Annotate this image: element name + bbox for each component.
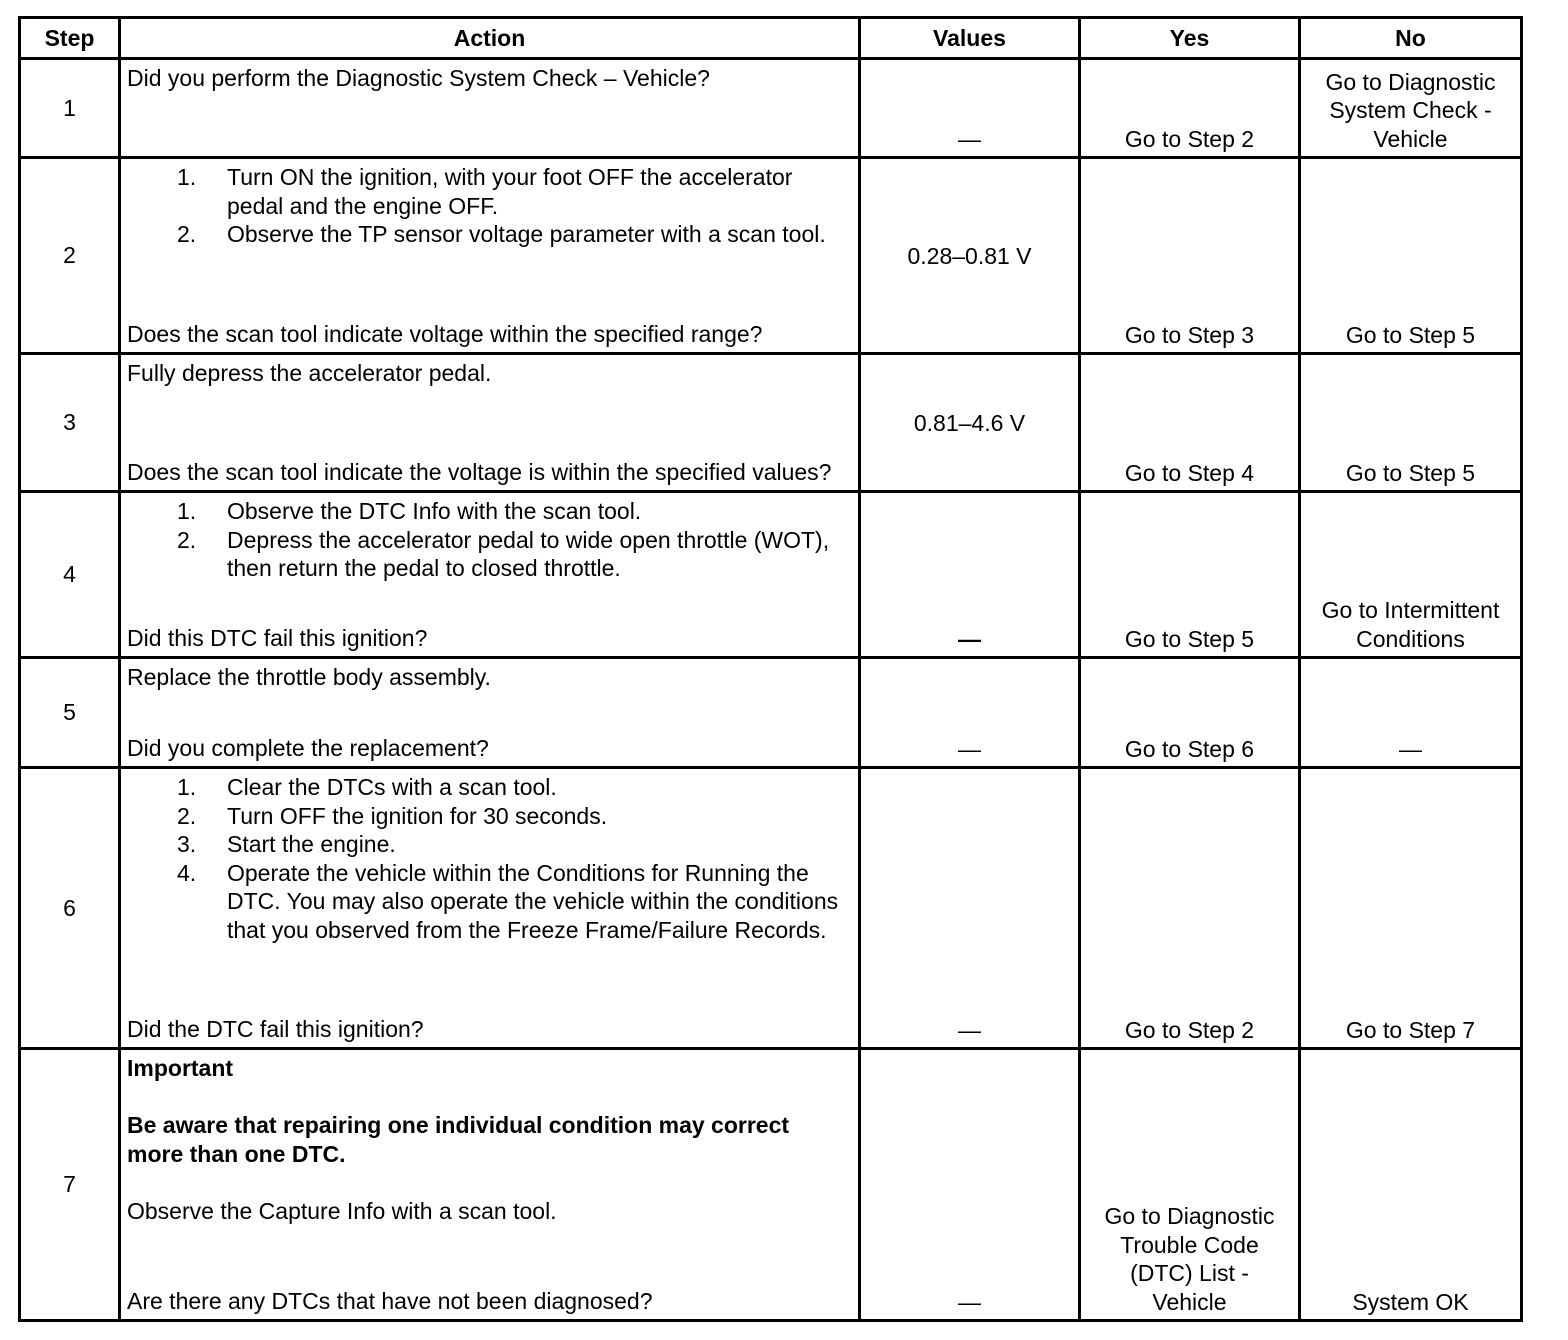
values-text: 0.28–0.81 V [907, 242, 1032, 269]
action-intro: Replace the throttle body assembly. [127, 664, 491, 690]
header-step: Step [20, 18, 120, 59]
action-cell [120, 492, 860, 658]
list-item: 1. Observe the DTC Info with the scan tool. [177, 498, 642, 524]
table-row-step-5 [20, 658, 1522, 768]
step-number: 6 [20, 768, 120, 1049]
values-text: — [958, 625, 981, 652]
values-text: — [958, 1016, 981, 1043]
list-item: 3. Start the engine. [177, 831, 396, 857]
yes-text: Go to Step 3 [1124, 321, 1255, 348]
table-row-step-1 [20, 59, 1522, 158]
header-action: Action [120, 18, 860, 59]
no-cell [1300, 658, 1522, 768]
no-text: System OK [1352, 1288, 1469, 1315]
no-cell [1300, 1049, 1522, 1321]
values-text: — [958, 1288, 981, 1315]
diagnostic-table [18, 16, 1523, 1322]
action-question: Does the scan tool indicate the voltage is within the specified values? [127, 458, 832, 485]
action-steps-list [127, 773, 850, 944]
list-item: 4. Operate the vehicle within the Conditions for Running the DTC. You may also operate the vehicle within the conditions that you observed from the Freeze Frame/Failure Records. [177, 859, 839, 943]
values-text: 0.81–4.6 V [913, 409, 1026, 436]
list-item: 1. Turn ON the ignition, with your foot OFF the accelerator pedal and the engine OFF. [177, 164, 793, 219]
values-cell [860, 158, 1080, 354]
yes-cell [1080, 492, 1300, 658]
table-row-step-2 [20, 158, 1522, 354]
action-cell [120, 158, 860, 354]
no-text: Go to Intermittent Conditions [1321, 597, 1500, 652]
action-question: Does the scan tool indicate voltage within the specified range? [127, 320, 763, 347]
values-text: — [958, 735, 981, 762]
step-number: 1 [20, 59, 120, 158]
action-cell [120, 354, 860, 492]
yes-text: Go to Step 6 [1124, 735, 1255, 762]
action-cell [120, 768, 860, 1049]
action-cell [120, 1049, 860, 1321]
list-item: 2. Turn OFF the ignition for 30 seconds. [177, 802, 608, 829]
no-cell [1300, 158, 1522, 354]
list-item: 2. Depress the accelerator pedal to wide open throttle (WOT), then return the pedal to closed throttle. [177, 526, 830, 581]
table-row-step-6 [20, 768, 1522, 1049]
no-text: Go to Step 5 [1345, 321, 1476, 348]
yes-text: Go to Step 4 [1124, 459, 1255, 486]
values-cell [860, 354, 1080, 492]
no-cell [1300, 492, 1522, 658]
list-item: 2. Observe the TP sensor voltage parameter with a scan tool. [177, 221, 826, 247]
action-question: Are there any DTCs that have not been diagnosed? [127, 1287, 653, 1314]
no-text: Go to Step 7 [1345, 1016, 1476, 1043]
yes-text: Go to Step 2 [1124, 125, 1255, 152]
yes-cell [1080, 658, 1300, 768]
header-values: Values [860, 18, 1080, 59]
yes-text: Go to Diagnostic Trouble Code (DTC) List - Vehicle [1104, 1203, 1275, 1315]
yes-cell [1080, 59, 1300, 158]
list-item: 1. Clear the DTCs with a scan tool. [177, 774, 557, 800]
step-number: 7 [20, 1049, 120, 1321]
header-row [20, 18, 1522, 59]
action-intro: Fully depress the accelerator pedal. [127, 360, 492, 386]
action-cell [120, 658, 860, 768]
action-steps-list [127, 497, 850, 583]
values-cell [860, 59, 1080, 158]
action-question: Did you perform the Diagnostic System Check – Vehicle? [127, 65, 710, 91]
action-question: Did you complete the replacement? [127, 734, 489, 761]
yes-cell [1080, 1049, 1300, 1321]
action-steps-list [127, 163, 850, 249]
yes-text: Go to Step 5 [1124, 625, 1255, 652]
step-number: 5 [20, 658, 120, 768]
step-number: 4 [20, 492, 120, 658]
yes-cell [1080, 354, 1300, 492]
step-number: 3 [20, 354, 120, 492]
action-question: Did this DTC fail this ignition? [127, 624, 428, 651]
no-cell [1300, 59, 1522, 158]
values-cell [860, 1049, 1080, 1321]
values-text: — [958, 125, 981, 152]
step-number: 2 [20, 158, 120, 354]
no-cell [1300, 768, 1522, 1049]
values-cell [860, 658, 1080, 768]
table-row-step-4 [20, 492, 1522, 658]
no-cell [1300, 354, 1522, 492]
yes-text: Go to Step 2 [1124, 1016, 1255, 1043]
no-text: Go to Step 5 [1345, 459, 1476, 486]
action-question: Did the DTC fail this ignition? [127, 1015, 424, 1042]
action-intro: Observe the Capture Info with a scan tool. [127, 1197, 557, 1224]
important-text: Be aware that repairing one individual condition may correct more than one DTC. [127, 1112, 790, 1167]
no-text: Go to Diagnostic System Check - Vehicle [1325, 68, 1496, 152]
values-cell [860, 492, 1080, 658]
table-row-step-3 [20, 354, 1522, 492]
no-text: — [1399, 735, 1422, 762]
table-row-step-7 [20, 1049, 1522, 1321]
yes-cell [1080, 768, 1300, 1049]
values-cell [860, 768, 1080, 1049]
important-label: Important [127, 1055, 234, 1081]
header-no: No [1300, 18, 1522, 59]
header-yes: Yes [1080, 18, 1300, 59]
yes-cell [1080, 158, 1300, 354]
action-cell [120, 59, 860, 158]
